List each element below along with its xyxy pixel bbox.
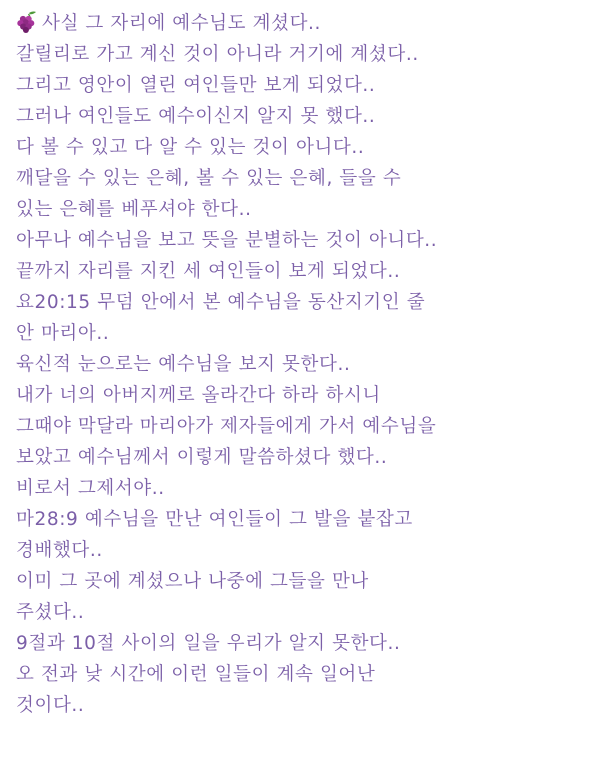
document-line: 있는 은혜를 베푸셔야 한다.. [16,199,252,220]
document-line: 주셨다.. [16,602,85,623]
grape-icon [14,10,40,36]
document-line: 아무나 예수님을 보고 뜻을 분별하는 것이 아니다.. [16,230,438,251]
document-line: 것이다.. [16,695,85,716]
document-line: 그리고 영안이 열린 여인들만 보게 되었다.. [16,75,376,96]
document-line: 마28:9 예수님을 만난 여인들이 그 발을 붙잡고 [16,509,413,530]
document-line: 비로서 그제서야.. [16,478,165,499]
document-line: 9절과 10절 사이의 일을 우리가 알지 못한다.. [16,633,401,654]
document-line: 내가 너의 아버지께로 올라간다 하라 하시니 [16,385,381,406]
document-line: 그러나 여인들도 예수이신지 알지 못 했다.. [16,106,376,127]
document-line: 육신적 눈으로는 예수님을 보지 못한다.. [16,354,351,375]
document-line: 사실 그 자리에 예수님도 계셨다.. [42,13,322,34]
document-line: 다 볼 수 있고 다 알 수 있는 것이 아니다.. [16,137,365,158]
document-line: 경배했다.. [16,540,103,561]
document-line: 끝까지 자리를 지킨 세 여인들이 보게 되었다.. [16,261,401,282]
document-line: 요20:15 무덤 안에서 본 예수님을 동산지기인 줄 [16,292,426,313]
document-line: 오 전과 낮 시간에 이런 일들이 계속 일어난 [16,664,376,685]
document-line: 안 마리아.. [16,323,110,344]
document-line: 그때야 막달라 마리아가 제자들에게 가서 예수님을 [16,416,437,437]
document-line: 깨달을 수 있는 은혜, 볼 수 있는 은혜, 들을 수 [16,168,402,189]
document-first-line [14,8,586,39]
document-line: 보았고 예수님께서 이렇게 말씀하셨다 했다.. [16,447,388,468]
document-line: 갈릴리로 가고 계신 것이 아니라 거기에 계셨다.. [16,44,419,65]
document-line: 이미 그 곳에 계셨으나 나중에 그들을 만나 [16,571,369,592]
